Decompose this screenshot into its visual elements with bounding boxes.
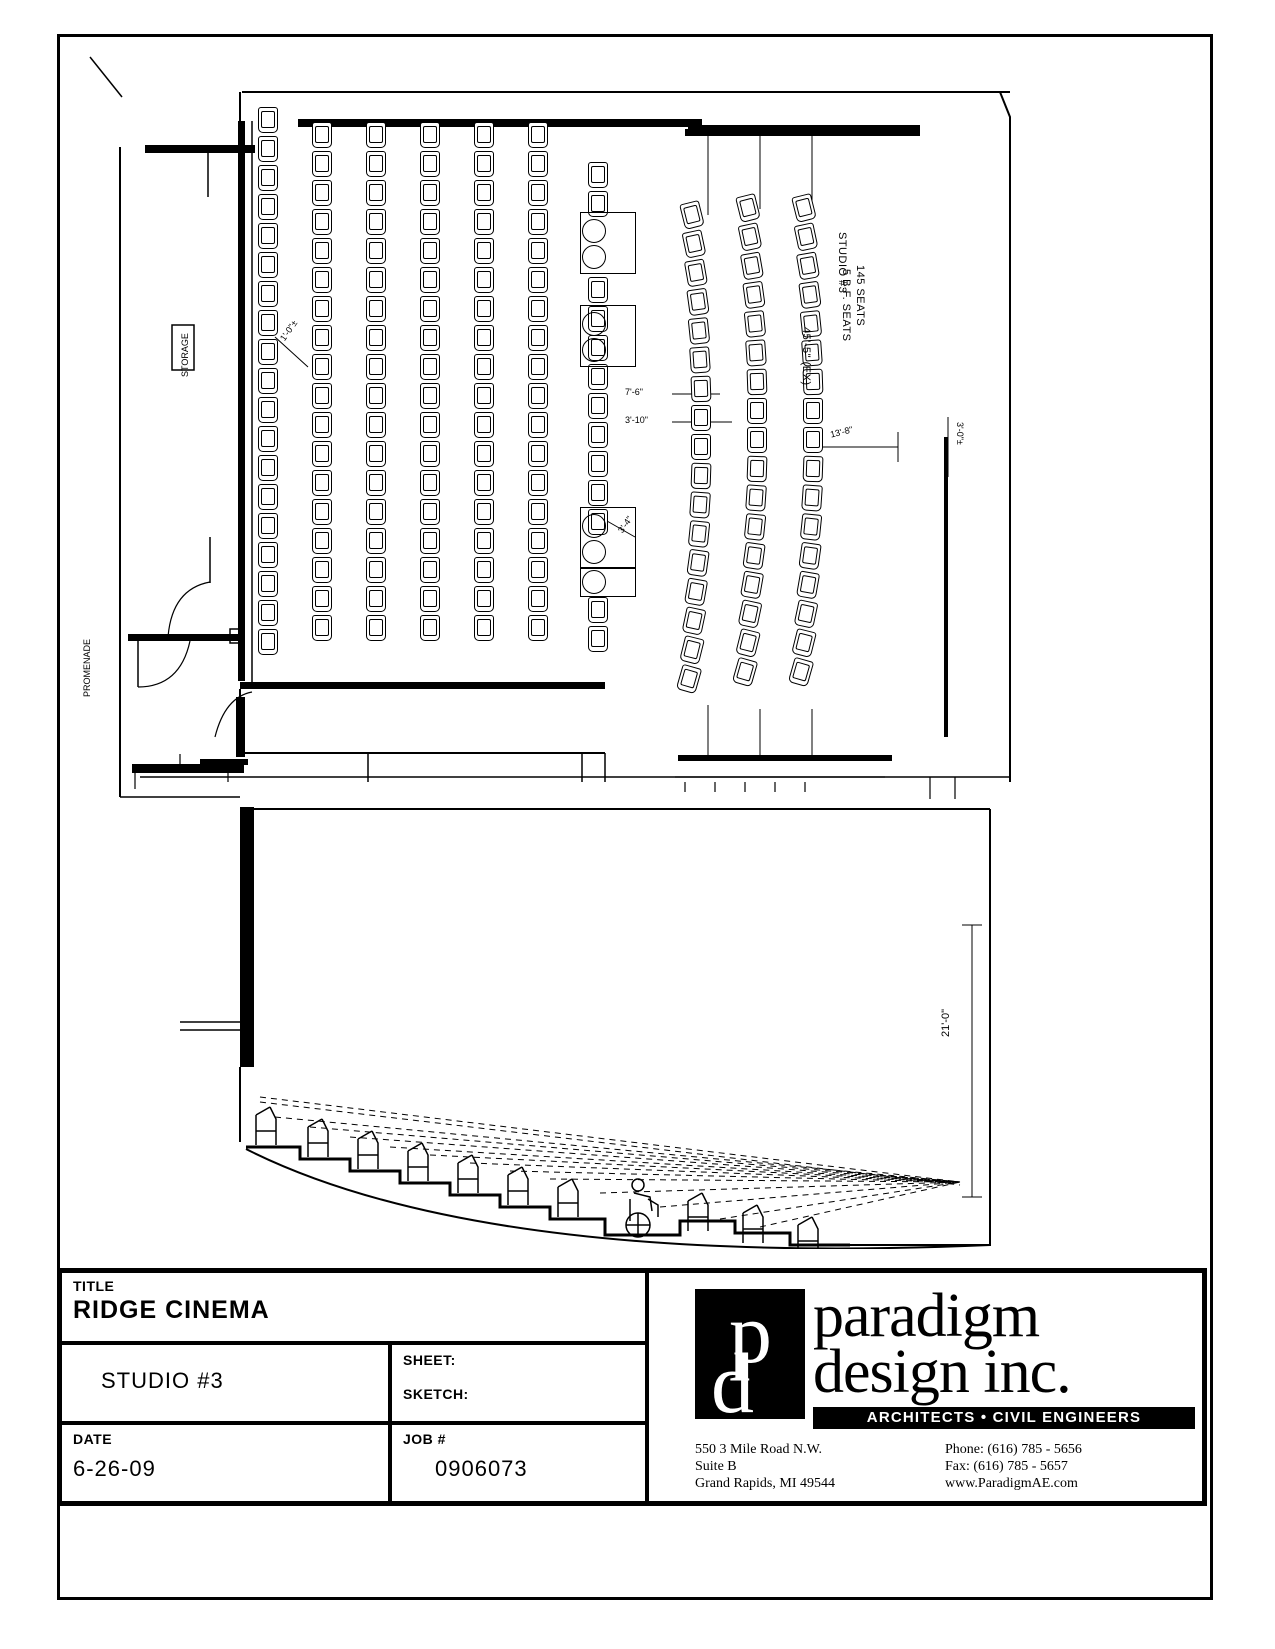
address-line-3: Grand Rapids, MI 49544 [695, 1476, 835, 1491]
label-promenade: PROMENADE [82, 638, 92, 697]
title-block [57, 1268, 1207, 1506]
label-studio-number: STUDIO #3 [836, 232, 848, 294]
studio-value: STUDIO #3 [101, 1368, 224, 1393]
label-exit-note: 45'-5" (EX) [800, 327, 812, 386]
label-storage: STORAGE [180, 333, 190, 377]
website-line[interactable]: www.ParadigmAE.com [945, 1476, 1078, 1491]
address-line-2: Suite B [695, 1459, 737, 1474]
plan-drawing-area [60, 37, 1204, 1249]
logo-letter-p: p [729, 1285, 772, 1381]
fax-line: Fax: (616) 785 - 5657 [945, 1459, 1068, 1474]
job-value: 0906073 [435, 1456, 528, 1481]
company-address [695, 1441, 835, 1492]
sheet-label: SHEET: [403, 1352, 456, 1368]
dim-3-4: 3'-4" [616, 514, 635, 535]
title-label: TITLE [73, 1278, 115, 1294]
project-title-value: RIDGE CINEMA [73, 1296, 270, 1324]
logo-word-paradigm: paradigm [813, 1282, 1040, 1350]
address-line-1: 550 3 Mile Road N.W. [695, 1442, 823, 1457]
dim-3-0: 3'-0"± [955, 422, 965, 445]
job-label: JOB # [403, 1431, 446, 1447]
logo-tagline: ARCHITECTS • CIVIL ENGINEERS [813, 1407, 1195, 1429]
logo-word-design: design inc. [813, 1338, 1071, 1406]
label-bf-seats: 5 B.F. SEATS [840, 269, 852, 342]
label-seat-count: 145 SEATS [854, 265, 866, 327]
dim-13-8: 13'-8" [829, 424, 854, 440]
section-drawing-svg [60, 797, 1204, 1249]
date-value: 6-26-09 [73, 1456, 156, 1481]
date-label: DATE [73, 1431, 113, 1447]
company-logo-block [647, 1271, 1204, 1503]
company-contact [945, 1441, 1082, 1492]
dim-section-height: 21'-0" [940, 1008, 952, 1037]
paradigm-logo [695, 1282, 1195, 1431]
sketch-label: SKETCH: [403, 1386, 469, 1402]
dim-1-0: 1'-0"± [278, 318, 300, 343]
phone-line: Phone: (616) 785 - 5656 [945, 1442, 1082, 1457]
pd-monogram-icon [695, 1285, 805, 1431]
logo-letter-d: d [711, 1335, 754, 1431]
dim-7-6: 7'-6" [625, 387, 643, 397]
dim-3-10: 3'-10" [625, 415, 648, 425]
